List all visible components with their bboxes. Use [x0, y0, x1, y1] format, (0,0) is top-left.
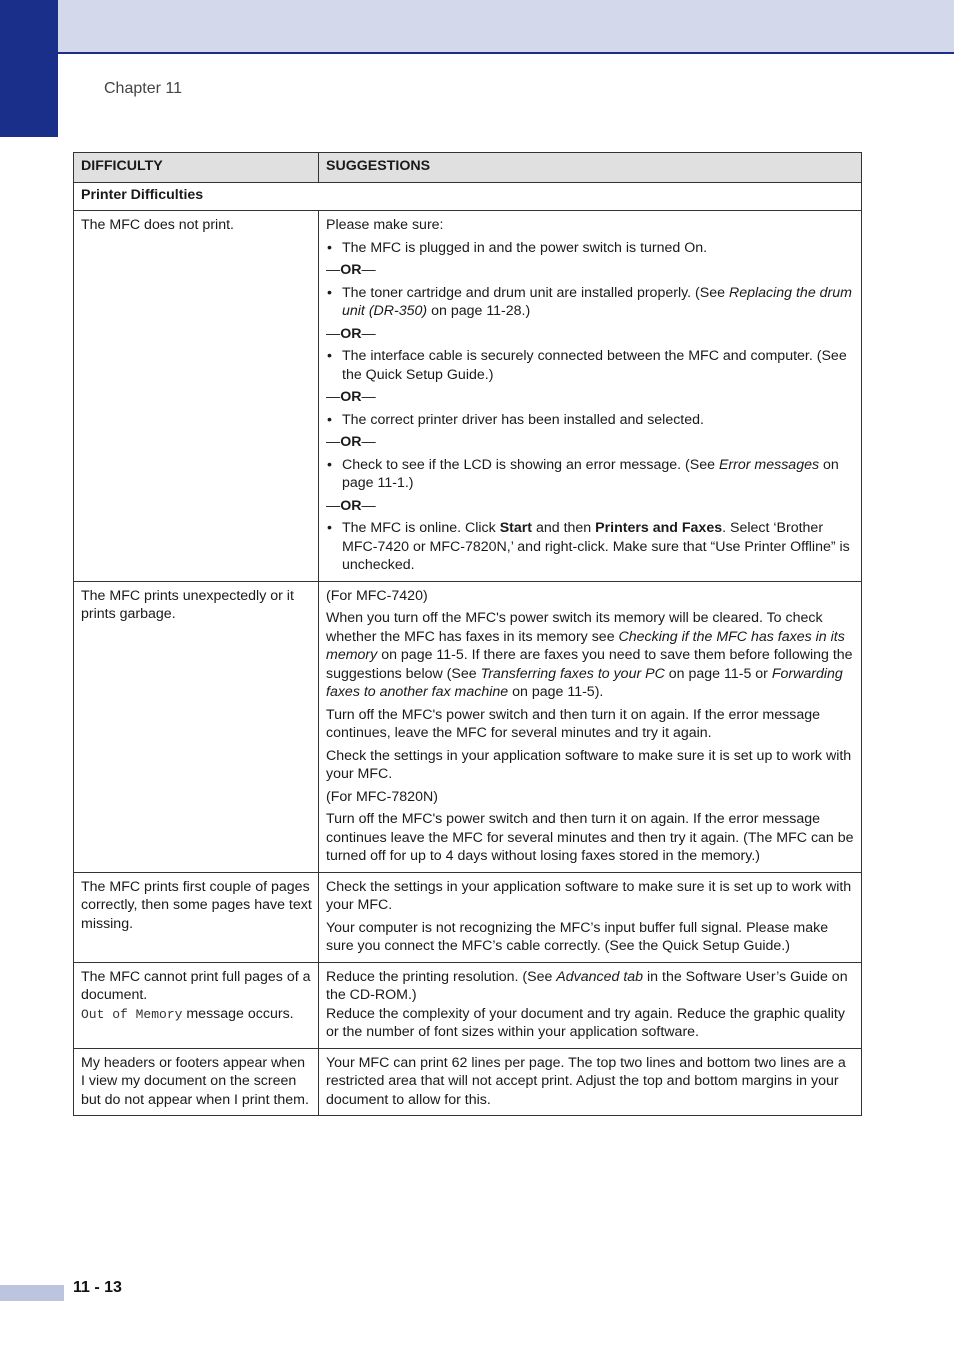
cross-reference: Checking if the MFC has faxes in its memory: [326, 628, 845, 663]
page-number: 11 - 13: [73, 1279, 122, 1296]
suggestions-cell: [319, 1048, 862, 1116]
difficulty-cell: The MFC cannot print full pages of a document. Out of Memory message occurs.: [74, 962, 319, 1048]
cross-reference: Error messages: [718, 456, 820, 473]
model-note: (For MFC-7420): [326, 587, 428, 604]
header-difficulty: DIFFICULTY: [74, 153, 319, 183]
error-message-code: Out of Memory: [81, 1006, 183, 1022]
bullet-item: • The correct printer driver has been installed and selected.: [326, 411, 855, 430]
bullet-item: • Check to see if the LCD is showing an error message. (See Error messages on page 11-1.): [326, 456, 855, 493]
bullet-list: [326, 519, 855, 575]
suggestion-paragraph: Check the settings in your application software to make sure it is set up to work with your MFC.: [326, 878, 852, 913]
suggestions-cell: [319, 581, 862, 872]
cross-reference: Advanced tab: [556, 968, 644, 985]
suggestion-paragraph: Check the settings in your application software to make sure it is set up to work with your MFC.: [326, 747, 852, 782]
or-separator: —OR—: [326, 497, 376, 514]
table-row: [74, 211, 862, 582]
bullet-list: [326, 411, 855, 430]
table-header-row: [74, 153, 862, 183]
table-row: [74, 581, 862, 872]
or-separator: —OR—: [326, 325, 376, 342]
suggestion-paragraph: Reduce the complexity of your document and try again. Reduce the graphic quality or the number of font sizes within your application software.: [326, 1005, 845, 1040]
suggestion-paragraph: Turn off the MFC's power switch and then turn it on again. If the error message continues leave the MFC for several minutes and then try it again. (The MFC can be turned off for up to 4 days without losing faxes stored in the memory.): [326, 811, 854, 864]
cross-reference: Forwarding faxes to another fax machine: [326, 665, 843, 700]
suggestion-paragraph: Reduce the printing resolution. (See Advanced tab in the Software User’s Guide on the CD-ROM.): [326, 968, 848, 1003]
suggestions-cell: [319, 211, 862, 582]
header-band: [0, 0, 954, 52]
table-row: [74, 962, 862, 1048]
header-suggestions: SUGGESTIONS: [319, 153, 862, 183]
chapter-label: Chapter 11: [104, 80, 182, 97]
suggestions-cell: [319, 872, 862, 962]
suggestion-paragraph: When you turn off the MFC's power switch its memory will be cleared. To check whether the MFC has faxes in its memory see Checking if the MFC has faxes in its memory on page 11-5. If there are faxes you need to save them before following the suggestions below (See Transferring faxes to your PC on page 11-5 or Forwarding faxes to another fax machine on page 11-5).: [326, 610, 853, 700]
suggestion-paragraph: Your computer is not recognizing the MFC’s input buffer full signal. Please make sure you connect the MFC’s cable correctly. (See the Quick Setup Guide.): [326, 919, 829, 954]
cross-reference: Replacing the drum unit (DR-350): [342, 284, 852, 319]
difficulty-cell: The MFC prints first couple of pages correctly, then some pages have text missing.: [74, 872, 319, 962]
suggestions-cell: [319, 962, 862, 1048]
table-row: [74, 1048, 862, 1116]
suggestion-paragraph: Turn off the MFC's power switch and then turn it on again. If the error message continues, leave the MFC for several minutes and try it again.: [326, 706, 820, 741]
troubleshooting-table: [73, 152, 862, 1116]
or-separator: —OR—: [326, 389, 376, 405]
section-title: Printer Difficulties: [74, 182, 862, 211]
bullet-list: [326, 239, 855, 258]
or-separator: —OR—: [326, 434, 376, 450]
model-note: (For MFC-7820N): [326, 788, 438, 805]
suggestion-intro: Please make sure:: [326, 217, 444, 233]
bullet-item: • The toner cartridge and drum unit are installed properly. (See Replacing the drum unit (DR-350) on page 11-28.): [326, 284, 855, 321]
difficulty-cell: The MFC prints unexpectedly or it prints garbage.: [74, 581, 319, 872]
difficulty-cell: My headers or footers appear when I view my document on the screen but do not appear when I print them.: [74, 1048, 319, 1116]
footer-bar: [0, 1285, 64, 1301]
table-row: [74, 872, 862, 962]
bullet-list: [326, 284, 855, 321]
or-separator: —OR—: [326, 262, 376, 278]
bullet-list: [326, 347, 855, 384]
difficulty-cell: The MFC does not print.: [74, 211, 319, 582]
cross-reference: Transferring faxes to your PC: [480, 665, 665, 682]
suggestion-paragraph: Your MFC can print 62 lines per page. The top two lines and bottom two lines are a restricted area that will not accept print. Adjust the top and bottom margins in your document to allow for this.: [326, 1054, 846, 1108]
bullet-item: • The MFC is online. Click Start and then Printers and Faxes. Select ‘Brother MFC-7420 or MFC-7820N,’ and right-click. Make sure that “Use Printer Offline” is unchecked.: [326, 519, 855, 575]
chapter-tab-marker: [0, 0, 58, 137]
section-row: [74, 182, 862, 211]
bullet-list: [326, 456, 855, 493]
bullet-item: • The interface cable is securely connected between the MFC and computer. (See the Quick Setup Guide.): [326, 347, 855, 384]
header-rule: [58, 52, 954, 54]
bullet-item: • The MFC is plugged in and the power switch is turned On.: [326, 239, 855, 258]
